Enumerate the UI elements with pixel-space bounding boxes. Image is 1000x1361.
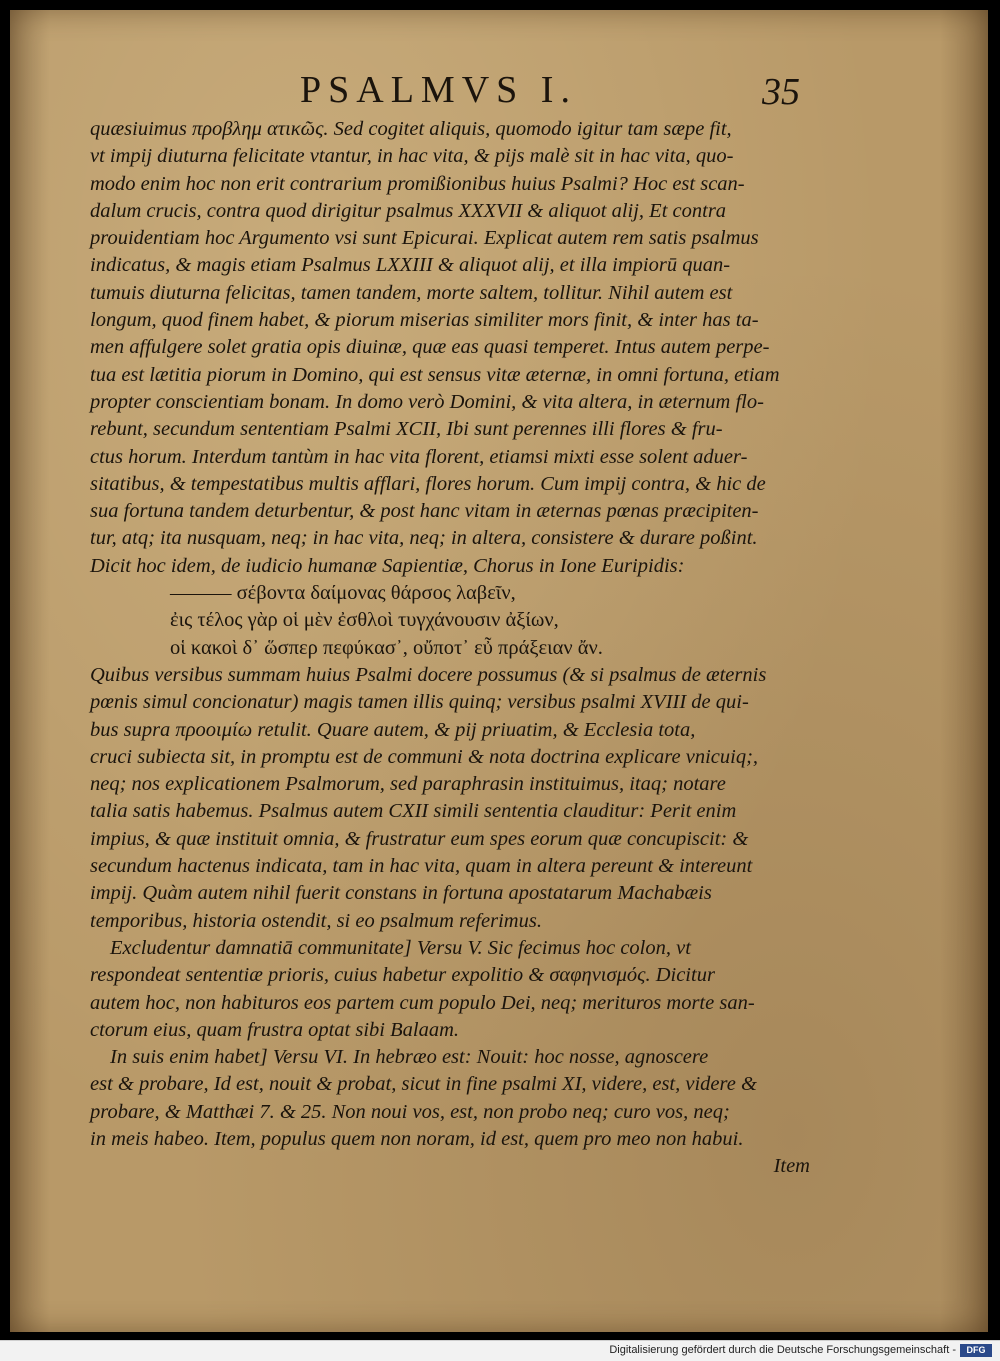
text-line: secundum hactenus indicata, tam in hac vita, quam in altera pereunt & intereunt (90, 855, 753, 878)
text-line: neq; nos explicationem Psalmorum, sed paraphrasin instituimus, itaq; notare (90, 773, 726, 796)
page-number: 35 (762, 71, 800, 113)
catchword: Item (773, 1155, 810, 1178)
funding-credit: Digitalisierung gefördert durch die Deutsche Forschungsgemeinschaft - (609, 1344, 956, 1356)
text-line: Quibus versibus summam huius Psalmi docere possumus (& si psalmus de æternis (90, 663, 767, 686)
text-line: prouidentiam hoc Argumento vsi sunt Epicurai. Explicat autem rem satis psalmus (90, 227, 759, 250)
text-line: dalum crucis, contra quod dirigitur psalmus XXXVII & aliquot alij, Et contra (90, 199, 727, 222)
text-line: cruci subiecta sit, in promptu est de communi & nota doctrina explicare vnicuiq;, (90, 745, 759, 768)
page-body (90, 116, 810, 1181)
text-line: pœnis simul concionatur) magis tamen illis quinq; versibus psalmi XVIII de qui- (90, 691, 749, 714)
greek-verse-line: ἐις τέλος γὰρ οἱ μὲν ἐσθλοὶ τυγχάνουσιν ἀξίων, (170, 609, 559, 632)
running-head: PSALMVS I. (300, 69, 577, 111)
text-line: sua fortuna tandem deturbentur, & post hanc vitam in æternas pœnas præcipiten- (90, 500, 759, 523)
text-line: sitatibus, & tempestatibus multis afflari, flores horum. Cum impij contra, & hic de (90, 472, 766, 495)
text-line: men affulgere solet gratia opis diuinæ, quæ eas quasi temperet. Intus autem perpe- (90, 336, 770, 359)
text-line: ctorum eius, quam frustra optat sibi Balaam. (90, 1018, 460, 1041)
text-line: quæsiuimus προβλημ ατικῶς. Sed cogitet aliquis, quomodo igitur tam sæpe fit, (90, 118, 732, 140)
text-line: tumuis diuturna felicitas, tamen tandem, morte saltem, tollitur. Nihil autem est (90, 281, 733, 304)
text-line: impij. Quàm autem nihil fuerit constans in fortuna apostatarum Machabæis (90, 882, 712, 905)
text-line: ctus horum. Interdum tantùm in hac vita florent, etiamsi mixti esse solent aduer- (90, 445, 748, 468)
text-line: est & probare, Id est, nouit & probat, sicut in fine psalmi XI, videre, est, videre & (90, 1073, 757, 1096)
text-line: temporibus, historia ostendit, si eo psalmum referimus. (90, 909, 542, 932)
text-line: impius, & quæ instituit omnia, & frustratur eum spes eorum quæ concupiscit: & (90, 827, 749, 850)
text-line: vt impij diuturna felicitate vtantur, in hac vita, & pijs malè sit in hac vita, quo- (90, 145, 734, 168)
text-line: rebunt, secundum sententiam Psalmi XCII, Ibi sunt perennes illi flores & fru- (90, 418, 723, 441)
text-line: tur, atq; ita nusquam, neq; in hac vita, neq; in altera, consistere & durare poßint. (90, 527, 758, 550)
text-line: longum, quod finem habet, & piorum miserias similiter mors finit, & inter has ta- (90, 309, 759, 332)
text-line: bus supra προοιμίω retulit. Quare autem, & pij priuatim, & Ecclesia tota, (90, 718, 696, 741)
text-line: respondeat sententiæ prioris, cuius habetur expolitio & σαφηνισμός. Dicitur (90, 964, 715, 987)
text-line: tua est lætitia piorum in Domino, qui est sensus vitæ æternæ, in omni fortuna, etiam (90, 363, 780, 386)
text-line: in meis habeo. Item, populus quem non noram, id est, quem pro meo non habui. (90, 1127, 744, 1150)
greek-verse-line: ——— σέβοντα δαίμονας θάρσος λαβεῖν, (170, 582, 516, 605)
text-line: Dicit hoc idem, de iudicio humanæ Sapientiæ, Chorus in Ione Euripidis: (90, 554, 685, 577)
dfg-logo: DFG (960, 1344, 992, 1357)
text-line: talia satis habemus. Psalmus autem CXII simili sententia clauditur: Perit enim (90, 800, 737, 823)
greek-verse-line: οἱ κακοὶ δ᾽ ὥσπερ πεφύκασ᾽, οὔποτ᾽ εὖ πράξειαν ἄν. (170, 636, 603, 659)
footer-bar (0, 1340, 1000, 1361)
text-line: Excludentur damnatiā communitate] Versu V. Sic fecimus hoc colon, vt (110, 936, 691, 959)
text-line: indicatus, & magis etiam Psalmus LXXIII & aliquot alij, et illa impiorū quan- (90, 254, 731, 277)
book-page (10, 10, 988, 1332)
text-line: In suis enim habet] Versu VI. In hebræo est: Nouit: hoc nosse, agnoscere (110, 1046, 709, 1069)
text-line: probare, & Matthæi 7. & 25. Non noui vos, est, non probo neq; curo vos, neq; (90, 1100, 730, 1123)
text-line: propter conscientiam bonam. In domo verò Domini, & vita altera, in æternum flo- (90, 390, 764, 413)
text-line: modo enim hoc non erit contrarium promißionibus huius Psalmi? Hoc est scan- (90, 172, 745, 195)
text-line: autem hoc, non habituros eos partem cum populo Dei, neq; merituros morte san- (90, 991, 755, 1014)
